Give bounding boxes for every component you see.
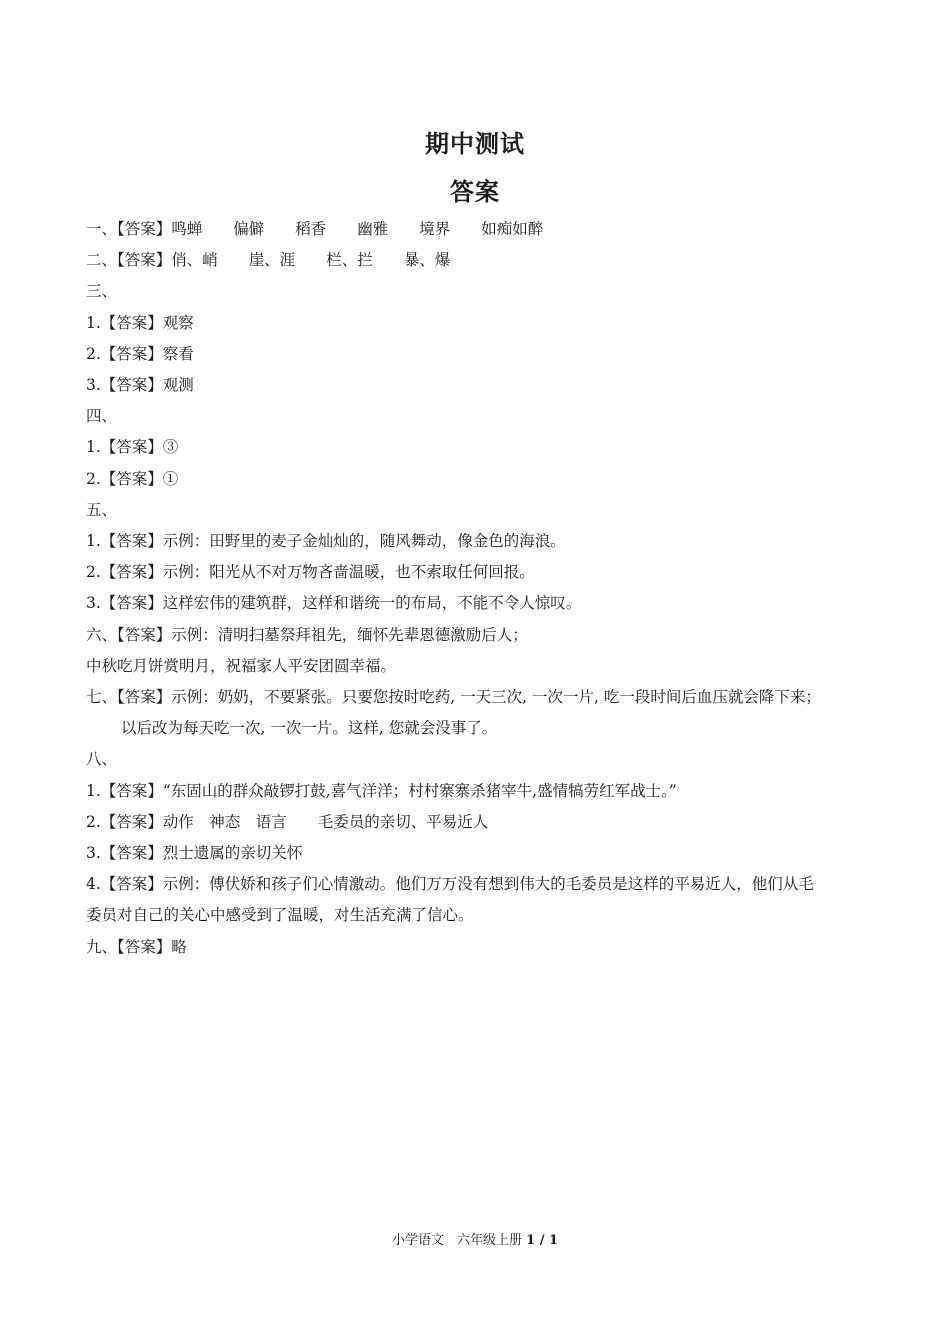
answer-line-5-3: 3.【答案】这样宏伟的建筑群，这样和谐统一的布局，不能不令人惊叹。: [86, 594, 582, 613]
answer-line-5-1: 1.【答案】示例：田野里的麦子金灿灿的，随风舞动，像金色的海浪。: [86, 532, 566, 551]
page-title: 期中测试: [425, 130, 525, 158]
footer-page-number: 1 / 1: [526, 1233, 559, 1248]
answer-line-8-4-cont: 委员对自己的关心中感受到了温暖，对生活充满了信心。: [86, 906, 474, 925]
page-footer: [0, 1229, 950, 1248]
answer-line-6-cont: 中秋吃月饼赏明月，祝福家人平安团圆幸福。: [86, 656, 397, 675]
section-heading-8: 八、: [86, 750, 118, 769]
answer-line-4-1: 1.【答案】③: [86, 438, 179, 457]
answer-line-2: 二、【答案】俏、峭 崖、涯 栏、拦 暴、爆: [86, 251, 451, 270]
answer-line-8-1: 1.【答案】“东固山的群众敲锣打鼓,喜气洋洋；村村寨寨杀猪宰牛,盛情犒劳红军战士。”: [86, 781, 677, 800]
answer-line-8-2: 2.【答案】动作 神态 语言 毛委员的亲切、平易近人: [86, 812, 489, 831]
answer-line-6: 六、【答案】示例：清明扫墓祭拜祖先，缅怀先辈恩德激励后人；: [86, 625, 528, 644]
answer-line-4-2: 2.【答案】①: [86, 469, 179, 488]
answer-line-1: 一、【答案】鸣蝉 偏僻 稻香 幽雅 境界 如痴如醉: [86, 220, 544, 238]
footer-course: 小学语文 六年级上册: [391, 1233, 522, 1248]
answer-line-5-2: 2.【答案】示例：阳光从不对万物吝啬温暖，也不索取任何回报。: [86, 563, 535, 582]
section-heading-4: 四、: [86, 407, 118, 426]
answer-line-3-3: 3.【答案】观测: [86, 376, 194, 395]
answer-line-8-4: 4.【答案】示例：傅伏娇和孩子们心情激动。他们万万没有想到伟大的毛委员是这样的平易近人，他们从毛: [86, 875, 814, 894]
answer-list: [86, 214, 876, 963]
answer-line-3-2: 2.【答案】察看: [86, 344, 194, 363]
answer-line-7-cont: 以后改为每天吃一次, 一次一片。这样, 您就会没事了。: [121, 719, 498, 738]
answer-line-3-1: 1.【答案】观察: [86, 313, 194, 332]
page-subtitle: 答案: [450, 178, 500, 206]
answer-line-8-3: 3.【答案】烈士遗属的亲切关怀: [86, 844, 303, 863]
answer-line-9: 九、【答案】略: [86, 937, 187, 956]
answer-line-7: 七、【答案】示例：奶奶，不要紧张。只要您按时吃药, 一天三次, 一次一片, 吃一段时间后血压就会降下来；: [86, 688, 821, 707]
section-heading-3: 三、: [86, 282, 118, 301]
section-heading-5: 五、: [86, 500, 118, 519]
